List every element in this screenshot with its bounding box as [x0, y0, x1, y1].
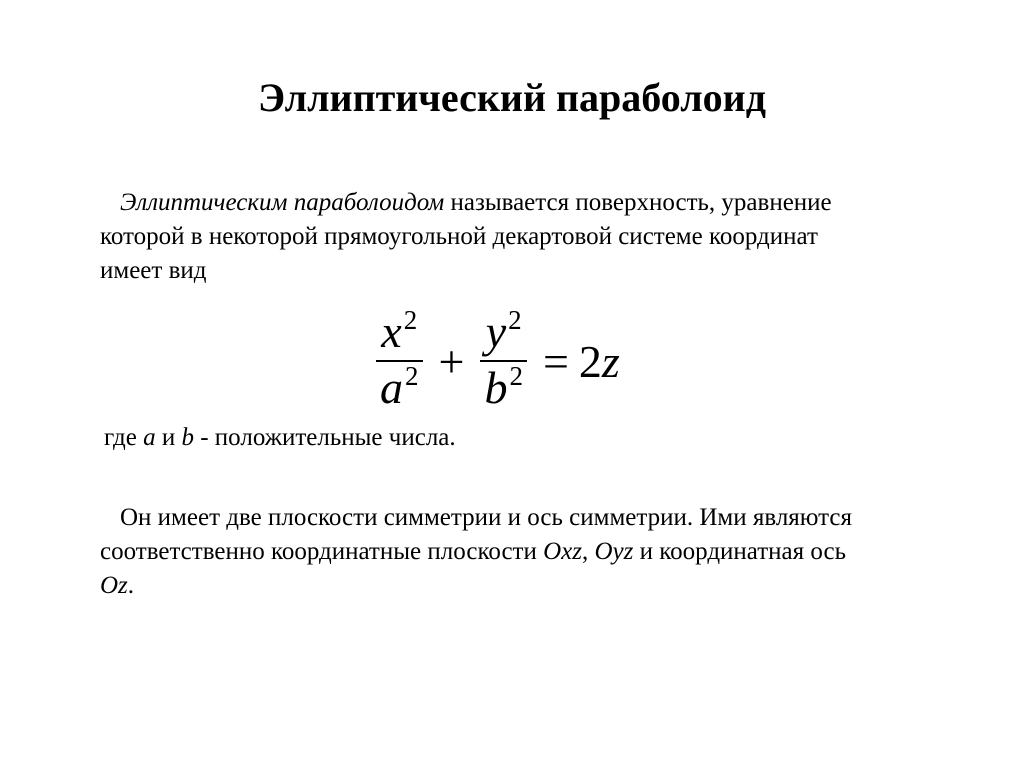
fraction-x-denominator: [376, 362, 423, 416]
plane-oxz: Oxz: [543, 538, 582, 565]
equals-sign: =: [542, 335, 569, 387]
var-a: a: [380, 362, 403, 413]
axis-oz: Oz: [100, 572, 128, 599]
var-b: b: [484, 362, 508, 413]
plane-oyz: Oyz: [594, 538, 634, 565]
condition-and: и: [155, 424, 182, 451]
exponent: 2: [405, 361, 419, 391]
symmetry-text-2: соответственно координатные плоскости: [100, 538, 544, 565]
comma: ,: [582, 538, 595, 565]
fraction-y: [480, 306, 527, 416]
var-b-inline: b: [181, 424, 194, 451]
definition-text-1: называется поверхность, уравнение: [444, 189, 832, 216]
fraction-y-denominator: [480, 362, 527, 416]
defined-term: Эллиптическим параболоидом: [120, 189, 445, 216]
var-y: y: [485, 306, 507, 357]
rhs-coefficient: 2: [578, 335, 602, 387]
symmetry-paragraph: [100, 501, 960, 603]
condition-prefix: где: [104, 424, 144, 451]
condition-suffix: - положительные числа.: [193, 424, 456, 451]
fraction-x: [376, 306, 423, 416]
symmetry-text-3: и координатная ось: [633, 538, 847, 565]
var-a-inline: a: [143, 424, 156, 451]
paraboloid-equation: [370, 296, 620, 426]
definition-paragraph: [100, 186, 960, 288]
condition-paragraph: [104, 421, 964, 455]
definition-text-2: которой в некоторой прямоугольной декартовой системе координат: [100, 223, 818, 250]
fraction-y-numerator: [482, 306, 526, 360]
exponent: 2: [403, 305, 418, 335]
fraction-x-numerator: [377, 306, 421, 360]
symmetry-text-1: Он имеет две плоскости симметрии и ось симметрии. Ими являются: [120, 504, 852, 531]
definition-text-3: имеет вид: [100, 257, 207, 284]
var-z: z: [601, 335, 620, 387]
period: .: [127, 572, 135, 599]
plus-sign: +: [438, 335, 465, 387]
exponent: 2: [508, 305, 522, 335]
exponent: 2: [509, 361, 523, 391]
var-x: x: [381, 306, 402, 357]
page-title: Эллиптический параболоид: [258, 75, 766, 120]
